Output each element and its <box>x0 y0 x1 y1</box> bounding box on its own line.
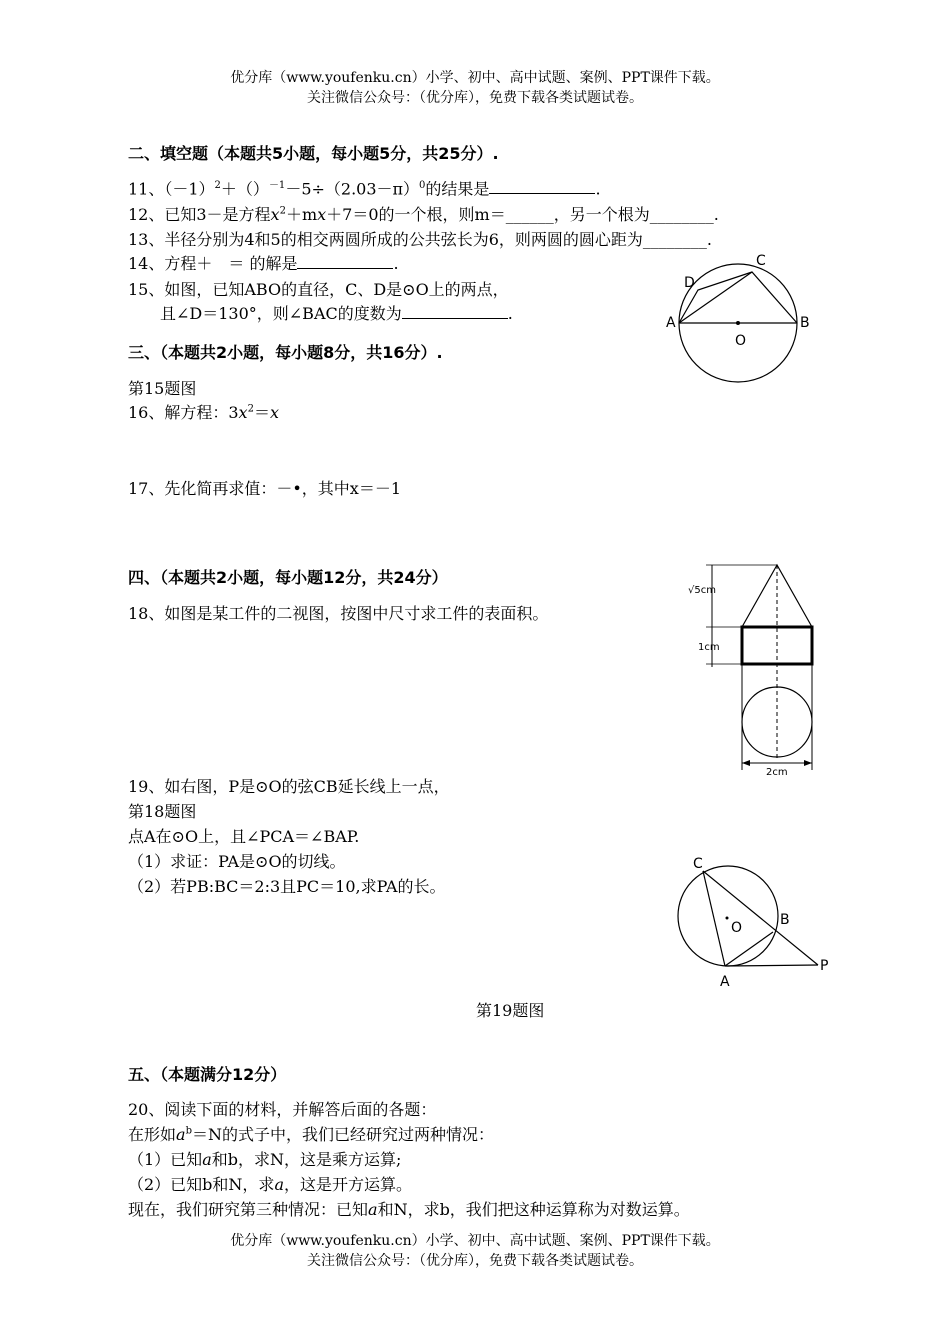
secant-cp <box>703 871 818 965</box>
label-b: B <box>780 912 790 928</box>
label-sqrt5cm: √5cm <box>688 585 716 596</box>
question-12: 12、已知3－是方程$x^2+mx+7=0$的一个根，则m＝______，另一个根为________. <box>128 205 719 224</box>
footer-line-1: 优分库（www.youfenku.cn）小学、初中、高中试题、案例、PPT课件下载。 <box>230 1233 720 1249</box>
figure-18-caption: 第18题图 <box>128 802 197 821</box>
label-c: C <box>756 253 766 269</box>
label-1cm: 1cm <box>698 642 720 653</box>
question-20-line-1: 20、阅读下面的材料，并解答后面的各题： <box>128 1100 437 1119</box>
figure-15-circle-diagram <box>660 245 820 390</box>
figure-19-caption: 第19题图 <box>476 1001 545 1020</box>
question-15-line-2: 且∠D＝130°，则∠BAC的度数为 . <box>160 304 513 323</box>
question-15-line-1: 15、如图，已知ABO的直径，C、D是⊙O上的两点， <box>128 280 509 299</box>
section-4-title: 四、（本题共2小题，每小题12分，共24分） <box>128 568 448 587</box>
answer-blank <box>489 179 595 194</box>
question-20-line-3: （1）已知a和b，求N，这是乘方运算; <box>128 1150 402 1169</box>
figure-18-two-view-diagram <box>680 555 830 780</box>
label-a: A <box>666 315 676 331</box>
question-18: 18、如图是某工件的二视图，按图中尺寸求工件的表面积。 <box>128 604 549 623</box>
question-20-line-2: 在形如$a^b=N$的式子中，我们已经研究过两种情况： <box>128 1125 494 1144</box>
answer-blank <box>402 304 508 319</box>
label-o: O <box>735 333 747 349</box>
question-19-line-2: 点A在⊙O上，且∠PCA＝∠BAP. <box>128 827 360 846</box>
center-point <box>736 321 740 325</box>
label-c: C <box>693 856 703 872</box>
label-o: O <box>731 920 743 936</box>
label-2cm: 2cm <box>766 767 788 778</box>
question-19-line-1: 19、如右图，P是⊙O的弦CB延长线上一点， <box>128 777 450 796</box>
center-point <box>726 917 729 920</box>
circle-o <box>678 866 778 966</box>
label-p: P <box>820 958 829 974</box>
question-11: 11、$(-1)^2+()^{-1}-5\div(2.03-\pi)^0$的结果是 . <box>128 179 601 199</box>
section-5-title: 五、（本题满分12分） <box>128 1065 287 1084</box>
figure-15-caption: 第15题图 <box>128 379 197 398</box>
label-a: A <box>720 974 730 990</box>
question-19-line-3: （1）求证：PA是⊙O的切线。 <box>128 852 346 871</box>
question-14: 14、方程＋ ＝ 的解是 . <box>128 254 399 273</box>
chord-ca <box>703 871 725 966</box>
arrow-left <box>742 760 750 766</box>
chords-adcb <box>679 272 797 323</box>
section-3-title: 三、（本题共2小题，每小题8分，共16分）. <box>128 343 443 362</box>
arrow-right <box>804 760 812 766</box>
header-line-2: 关注微信公众号：（优分库），免费下载各类试题试卷。 <box>307 90 643 106</box>
section-2-title: 二、填空题（本题共5小题，每小题5分，共25分）. <box>128 144 499 163</box>
question-16: 16、解方程：$3x^2=x$ <box>128 403 279 422</box>
question-13: 13、半径分别为4和5的相交两圆所成的公共弦长为6，则两圆的圆心距为________. <box>128 230 712 249</box>
question-20-line-5: 现在，我们研究第三种情况：已知a和N，求b，我们把这种运算称为对数运算。 <box>128 1200 690 1219</box>
label-b: B <box>800 315 810 331</box>
question-20-line-4: （2）已知b和N，求a，这是开方运算。 <box>128 1175 412 1194</box>
footer-line-2: 关注微信公众号：（优分库），免费下载各类试题试卷。 <box>307 1253 643 1269</box>
figure-19-circle-tangent-diagram <box>665 850 845 995</box>
header-line-1: 优分库（www.youfenku.cn）小学、初中、高中试题、案例、PPT课件下载。 <box>230 70 720 86</box>
question-17: 17、先化简再求值：－•，其中x＝－1 <box>128 479 402 498</box>
label-d: D <box>684 275 695 291</box>
answer-blank <box>297 254 393 269</box>
question-19-line-4: （2）若PB:BC＝2:3且PC＝10,求PA的长。 <box>128 877 446 896</box>
